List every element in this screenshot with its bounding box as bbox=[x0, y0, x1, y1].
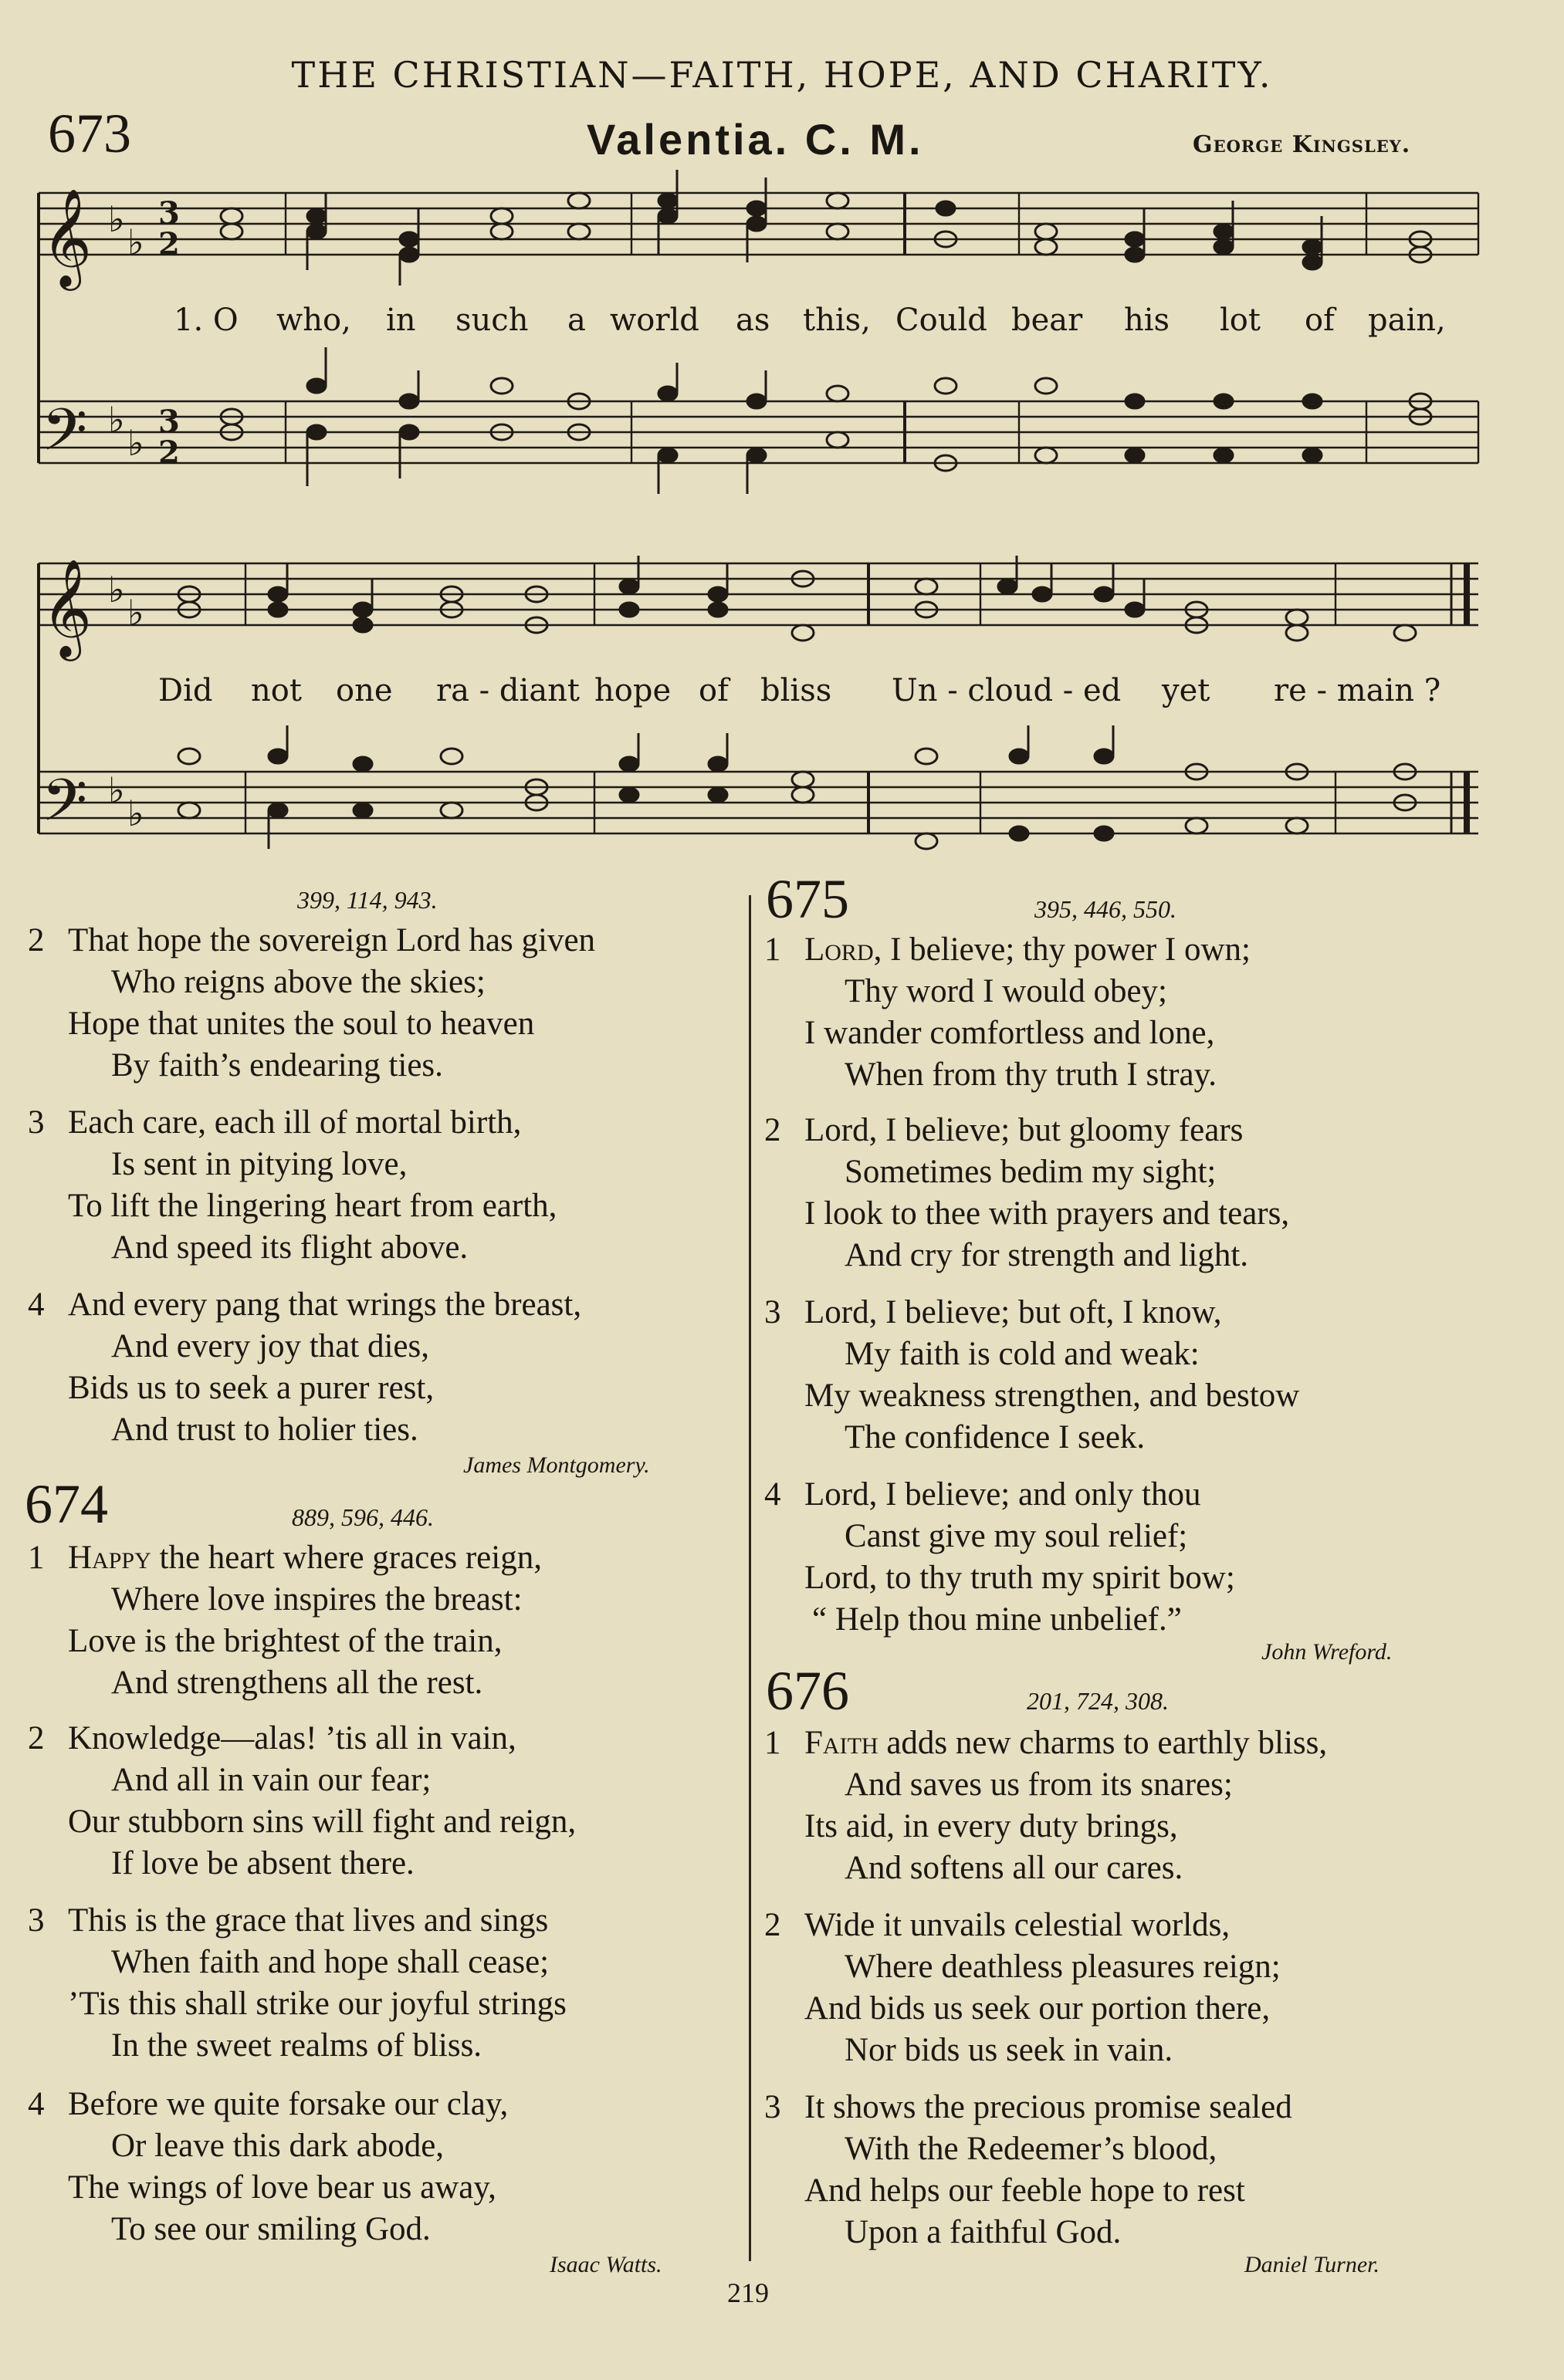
stanza-line: To see our smiling God. bbox=[111, 2211, 431, 2247]
stanza-line: Hope that unites the soul to heaven bbox=[68, 1006, 535, 1042]
hymn-675-refs: 395, 446, 550. bbox=[1034, 895, 1176, 923]
hymn-673-stanza-3 bbox=[28, 1102, 557, 1269]
stanza-first-word: Faith bbox=[804, 1725, 878, 1761]
hymn-675-stanza-2 bbox=[764, 1110, 1289, 1276]
hymn-675-stanza-4 bbox=[764, 1474, 1235, 1641]
stanza-line: Where deathless pleasures reign; bbox=[845, 1949, 1281, 1985]
stanza-line: And saves us from its snares; bbox=[845, 1766, 1233, 1803]
lyric-word: pain, bbox=[1368, 303, 1446, 338]
stanza-line: When faith and hope shall cease; bbox=[111, 1944, 550, 1980]
stanza-line: In the sweet realms of bliss. bbox=[111, 2027, 482, 2064]
treble-clef-icon: 𝄞 bbox=[42, 188, 93, 286]
tune-name: Valentia. C. M. bbox=[587, 115, 924, 164]
stanza-line: And speed its flight above. bbox=[111, 1229, 469, 1266]
lyric-word: bliss bbox=[760, 673, 832, 708]
lyric-word: this, bbox=[803, 303, 871, 338]
stanza-line: the heart where graces reign, bbox=[151, 1540, 542, 1576]
hymn-674-stanza-4 bbox=[28, 2084, 508, 2250]
svg-text:3: 3 bbox=[158, 195, 180, 232]
stanza-line: I wander comfortless and lone, bbox=[804, 1015, 1215, 1051]
stanza-line: And bids us seek our portion there, bbox=[804, 1990, 1271, 2027]
lyric-word: as bbox=[736, 303, 770, 338]
svg-text:2: 2 bbox=[158, 434, 180, 471]
svg-text:♭: ♭ bbox=[127, 793, 144, 834]
stanza-number: 1 bbox=[764, 1725, 781, 1761]
lyric-word: in bbox=[386, 303, 416, 338]
hymn-676-stanza-3 bbox=[764, 2087, 1292, 2253]
hymn-674-stanza-2 bbox=[28, 1718, 576, 1885]
stanza-line: Love is the brightest of the train, bbox=[68, 1623, 503, 1659]
stanza-line: To lift the lingering heart from earth, bbox=[68, 1188, 557, 1224]
lyric-word: re - main ? bbox=[1274, 673, 1441, 708]
stanza-line: Each care, each ill of mortal birth, bbox=[68, 1104, 522, 1141]
hymn-673-refs: 399, 114, 943. bbox=[297, 886, 438, 914]
stanza-number: 4 bbox=[28, 1286, 45, 1323]
hymn-676-refs: 201, 724, 308. bbox=[1027, 1687, 1169, 1715]
lyric-word: Did bbox=[158, 673, 213, 708]
lyric-word: lot bbox=[1220, 303, 1261, 338]
lyric-word: hope bbox=[594, 673, 672, 708]
stanza-line: With the Redeemer’s blood, bbox=[845, 2131, 1217, 2167]
stanza-number: 3 bbox=[28, 1104, 45, 1141]
svg-text:♭: ♭ bbox=[108, 769, 125, 811]
stanza-line: And every joy that dies, bbox=[111, 1328, 429, 1364]
lyric-word: Un - cloud - ed bbox=[892, 673, 1122, 708]
hymn-676-number: 676 bbox=[766, 1660, 849, 1722]
lyric-word: of bbox=[699, 673, 729, 708]
stanza-number: 4 bbox=[764, 1476, 781, 1513]
lyric-word: bear bbox=[1011, 303, 1083, 338]
hymn-676-stanza-2 bbox=[764, 1905, 1281, 2071]
page-number: 219 bbox=[727, 2277, 769, 2308]
lyric-word: world bbox=[610, 303, 699, 338]
stanza-number: 1 bbox=[764, 931, 781, 968]
treble-clef-icon: 𝄞 bbox=[42, 558, 93, 657]
stanza-number: 2 bbox=[28, 1720, 45, 1756]
stanza-line: Lord, I believe; and only thou bbox=[804, 1476, 1201, 1513]
hymn-676-stanza-1 bbox=[764, 1722, 1327, 1889]
stanza-line: And every pang that wrings the breast, bbox=[68, 1286, 582, 1323]
stanza-line: , I believe; thy power I own; bbox=[873, 931, 1251, 968]
stanza-line: Lord, to thy truth my spirit bow; bbox=[804, 1560, 1235, 1596]
staff-treble-2 bbox=[39, 563, 1478, 625]
stanza-line: This is the grace that lives and sings bbox=[68, 1902, 549, 1939]
stanza-line: The confidence I seek. bbox=[845, 1419, 1146, 1455]
lyric-word: 1. O bbox=[174, 303, 239, 338]
stanza-line: Is sent in pitying love, bbox=[111, 1146, 408, 1182]
svg-text:♭: ♭ bbox=[127, 592, 144, 634]
svg-text:3: 3 bbox=[158, 404, 180, 440]
stanza-line: And all in vain our fear; bbox=[111, 1762, 432, 1798]
lyric-word: his bbox=[1124, 303, 1170, 338]
bass-clef-icon: 𝄢 bbox=[42, 396, 88, 478]
stanza-line: My weakness strengthen, and bestow bbox=[804, 1378, 1300, 1414]
stanza-first-word: Happy bbox=[68, 1540, 151, 1576]
music-score bbox=[0, 0, 1564, 880]
stanza-line: Lord, I believe; but gloomy fears bbox=[804, 1112, 1244, 1148]
stanza-line: My faith is cold and weak: bbox=[845, 1336, 1200, 1372]
stanza-number: 2 bbox=[764, 1112, 781, 1148]
stanza-line: Nor bids us seek in vain. bbox=[845, 2032, 1173, 2068]
lyric-word: Could bbox=[895, 303, 987, 338]
svg-text:2: 2 bbox=[158, 226, 180, 262]
stanza-number: 3 bbox=[28, 1902, 45, 1939]
stanza-line: Knowledge—alas! ’tis all in vain, bbox=[68, 1720, 516, 1756]
stanza-number: 4 bbox=[28, 2086, 45, 2122]
hymn-673-stanza-2 bbox=[28, 920, 595, 1087]
bass-clef-icon: 𝄢 bbox=[42, 766, 88, 849]
stanza-line: Wide it unvails celestial worlds, bbox=[804, 1907, 1231, 1943]
hymn-674-stanza-1 bbox=[28, 1537, 542, 1704]
stanza-first-word: Lord bbox=[804, 931, 874, 968]
stanza-line: Thy word I would obey; bbox=[845, 973, 1167, 1009]
hymn-674-number: 674 bbox=[25, 1473, 108, 1535]
lyric-word: ra - diant bbox=[436, 673, 580, 708]
author: Daniel Turner. bbox=[1244, 2252, 1380, 2277]
lyric-line-1 bbox=[0, 303, 1482, 341]
stanza-line: Canst give my soul relief; bbox=[845, 1518, 1188, 1554]
stanza-line: And trust to holier ties. bbox=[111, 1411, 418, 1448]
hymn-675-stanza-3 bbox=[764, 1292, 1299, 1459]
stanza-line: It shows the precious promise sealed bbox=[804, 2089, 1292, 2125]
svg-text:♭: ♭ bbox=[108, 198, 125, 240]
composer: George Kingsley. bbox=[1193, 131, 1411, 158]
stanza-line: Its aid, in every duty brings, bbox=[804, 1808, 1178, 1844]
hymn-675-number: 675 bbox=[766, 868, 849, 930]
stanza-line: By faith’s endearing ties. bbox=[111, 1047, 443, 1084]
stanza-number: 2 bbox=[28, 922, 45, 958]
lyric-word: who, bbox=[276, 303, 351, 338]
lyric-line-2 bbox=[0, 673, 1482, 712]
column-divider bbox=[749, 895, 751, 2261]
stanza-line: Before we quite forsake our clay, bbox=[68, 2086, 509, 2122]
svg-text:♭: ♭ bbox=[127, 221, 144, 263]
hymn-674-stanza-3 bbox=[28, 1900, 567, 2067]
stanza-line: adds new charms to earthly bliss, bbox=[878, 1725, 1328, 1761]
stanza-line: Upon a faithful God. bbox=[845, 2214, 1122, 2250]
stanza-line: That hope the sovereign Lord has given bbox=[68, 922, 596, 958]
author: James Montgomery. bbox=[463, 1452, 650, 1478]
stanza-line: Sometimes bedim my sight; bbox=[845, 1154, 1217, 1190]
author: Isaac Watts. bbox=[550, 2252, 662, 2277]
stanza-line: Lord, I believe; but oft, I know, bbox=[804, 1294, 1222, 1330]
author: John Wreford. bbox=[1261, 1639, 1393, 1665]
lyric-word: of bbox=[1305, 303, 1335, 338]
stanza-line: “ Help thou mine unbelief.” bbox=[812, 1601, 1182, 1638]
stanza-line: I look to thee with prayers and tears, bbox=[804, 1195, 1290, 1232]
lyric-word: yet bbox=[1162, 673, 1210, 708]
stanza-line: And softens all our cares. bbox=[845, 1850, 1183, 1886]
stanza-number: 3 bbox=[764, 2089, 781, 2125]
stanza-line: And helps our feeble hope to rest bbox=[804, 2172, 1245, 2209]
lyric-word: such bbox=[455, 303, 529, 338]
stanza-line: When from thy truth I stray. bbox=[845, 1056, 1217, 1093]
lyric-word: one bbox=[336, 673, 393, 708]
stanza-line: And strengthens all the rest. bbox=[111, 1665, 483, 1701]
stanza-line: If love be absent there. bbox=[111, 1845, 415, 1881]
lyric-word: a bbox=[567, 303, 586, 338]
hymn-673-number: 673 bbox=[48, 103, 131, 164]
stanza-number: 3 bbox=[764, 1294, 781, 1330]
hymn-675-stanza-1 bbox=[764, 929, 1251, 1096]
stanza-number: 1 bbox=[28, 1540, 45, 1576]
stanza-line: Bids us to seek a purer rest, bbox=[68, 1370, 435, 1406]
hymn-673-stanza-4 bbox=[28, 1284, 581, 1451]
section-title: THE CHRISTIAN—FAITH, HOPE, AND CHARITY. bbox=[291, 54, 1273, 96]
stanza-line: Who reigns above the skies; bbox=[111, 964, 486, 1000]
stanza-line: Our stubborn sins will fight and reign, bbox=[68, 1804, 577, 1840]
hymn-674-refs: 889, 596, 446. bbox=[292, 1503, 434, 1531]
stanza-line: Where love inspires the breast: bbox=[111, 1581, 523, 1618]
stanza-number: 2 bbox=[764, 1907, 781, 1943]
stanza-line: And cry for strength and light. bbox=[845, 1237, 1249, 1273]
svg-text:♭: ♭ bbox=[108, 399, 125, 441]
svg-text:♭: ♭ bbox=[127, 422, 144, 464]
stanza-line: ’Tis this shall strike our joyful strings bbox=[68, 1986, 567, 2022]
stanza-line: Or leave this dark abode, bbox=[111, 2128, 445, 2164]
svg-text:♭: ♭ bbox=[108, 569, 125, 610]
stanza-line: The wings of love bear us away, bbox=[68, 2169, 496, 2206]
staff-bass-2 bbox=[39, 772, 1478, 833]
lyric-word: not bbox=[251, 673, 302, 708]
